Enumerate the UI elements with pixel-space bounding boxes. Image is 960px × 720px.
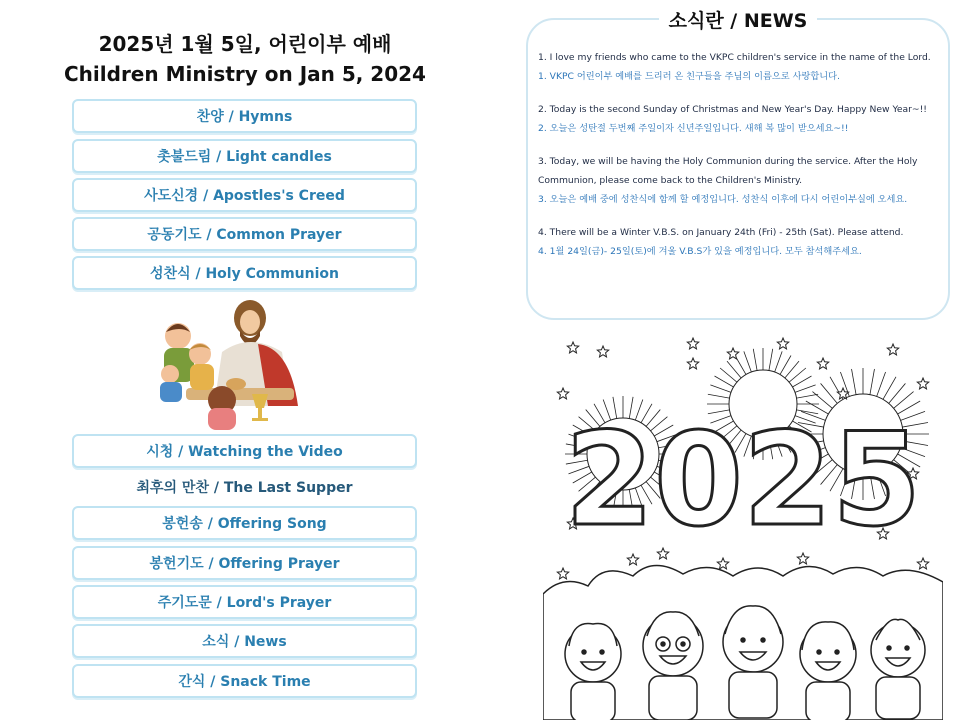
news-item-korean: 3. 오늘은 예배 중에 성찬식에 함께 할 예정입니다. 성찬식 이후에 다시 어린이부실에 오세요. [538, 194, 908, 205]
news-item-english: 4. There will be a Winter V.B.S. on January 24th (Fri) - 25th (Sat). Please attend. [538, 227, 904, 238]
news-item-english: 1. I love my friends who came to the VKPC children's service in the name of the Lord. [538, 52, 931, 63]
service-order-item: 최후의 만찬 / The Last Supper [72, 470, 417, 504]
news-item-korean: 2. 오늘은 성탄절 두번째 주일이자 신년주일입니다. 새해 복 많이 받으세요~!! [538, 123, 849, 134]
service-order-item: 소식 / News [72, 624, 417, 658]
service-order-item: 찬양 / Hymns [72, 99, 417, 133]
page-title-english: Children Ministry on Jan 5, 2024 [64, 62, 426, 86]
year-2025-outline: 2025 [564, 406, 922, 555]
service-order-item: 봉헌기도 / Offering Prayer [72, 546, 417, 580]
news-item-korean: 1. VKPC 어린이부 예배를 드리러 온 친구들을 주님의 이름으로 사랑합니다. [538, 71, 840, 82]
service-order-item: 공동기도 / Common Prayer [72, 217, 417, 251]
service-order-item: 촛불드림 / Light candles [72, 139, 417, 173]
service-order-item: 주기도문 / Lord's Prayer [72, 585, 417, 619]
news-list [538, 48, 938, 275]
service-order-item: 성찬식 / Holy Communion [72, 256, 417, 290]
service-order-item: 시청 / Watching the Video [72, 434, 417, 468]
news-panel [526, 10, 950, 320]
service-order-item: 사도신경 / Apostles's Creed [72, 178, 417, 212]
new-year-2025-coloring-page [543, 324, 943, 720]
news-item-korean: 4. 1월 24일(금)- 25일(토)에 겨울 V.B.S가 있을 예정입니다. 모두 참석해주세요. [538, 246, 862, 257]
news-item-english: 3. Today, we will be having the Holy Communion during the service. After the Holy Communion, please come back to the Children's Ministry. [538, 156, 918, 186]
news-item-english: 2. Today is the second Sunday of Christmas and New Year's Day. Happy New Year~!! [538, 104, 927, 115]
page-title-korean: 2025년 1월 5일, 어린이부 예배 [98, 32, 392, 56]
news-title: 소식란 / NEWS [528, 6, 948, 33]
service-order-item: 간식 / Snack Time [72, 664, 417, 698]
service-order-item: 봉헌송 / Offering Song [72, 506, 417, 540]
last-supper-illustration [150, 296, 310, 432]
